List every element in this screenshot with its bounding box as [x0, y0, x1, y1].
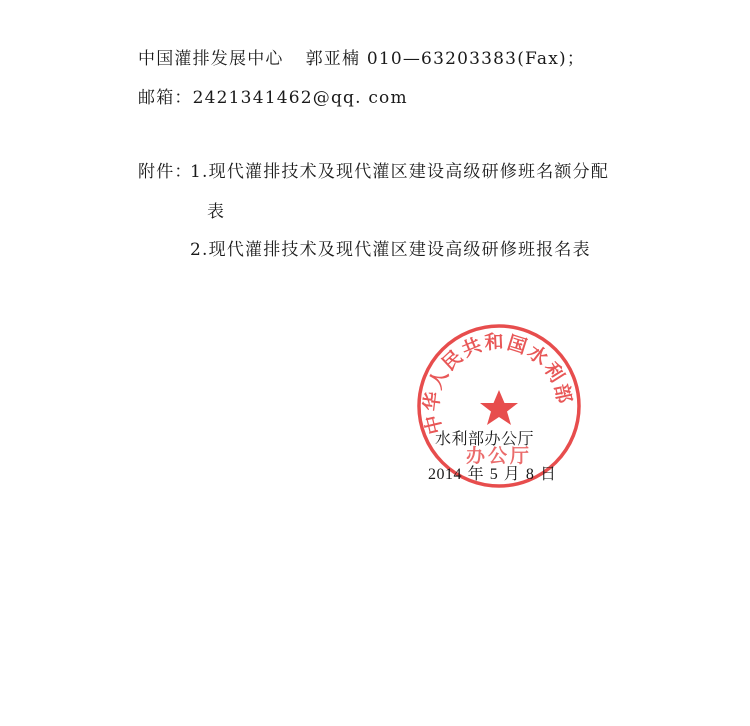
attachment-title-2: 现代灌排技术及现代灌区建设高级研修班报名表 — [208, 240, 591, 260]
date-year: 2014 — [428, 466, 462, 483]
seal-star-icon — [480, 390, 518, 425]
signature-org: 水利部办公厅 — [435, 429, 535, 448]
date-day-unit: 日 — [540, 464, 557, 483]
attachment-number-1: 1. — [190, 162, 209, 182]
email-line — [138, 87, 408, 109]
attachments-label: 附件： — [138, 162, 193, 182]
date-month-unit: 月 — [503, 464, 521, 483]
date-year-unit: 年 — [467, 464, 485, 483]
attachment-item-1 — [190, 161, 609, 183]
email-label: 邮箱： — [138, 88, 193, 108]
email-address[interactable]: 2421341462@qq. com — [192, 88, 408, 108]
seal-inner-text: 办公厅 — [465, 445, 533, 467]
attachment-title-1: 现代灌排技术及现代灌区建设高级研修班名额分配 — [208, 162, 610, 182]
date-month: 5 — [489, 466, 499, 483]
contact-org: 中国灌排发展中心 — [138, 49, 284, 69]
attachment-item-2 — [190, 239, 591, 261]
attachment-number-2: 2. — [190, 240, 209, 260]
date-day: 8 — [525, 466, 535, 483]
contact-line — [138, 48, 585, 70]
signature-date — [428, 463, 557, 486]
attachment-title-1-continuation: 表 — [207, 202, 226, 222]
contact-person-phone: 郭亚楠 010—63203383(Fax)； — [305, 49, 586, 69]
seal-arc-textpath: 中华人民共和国水利部 — [420, 330, 576, 437]
